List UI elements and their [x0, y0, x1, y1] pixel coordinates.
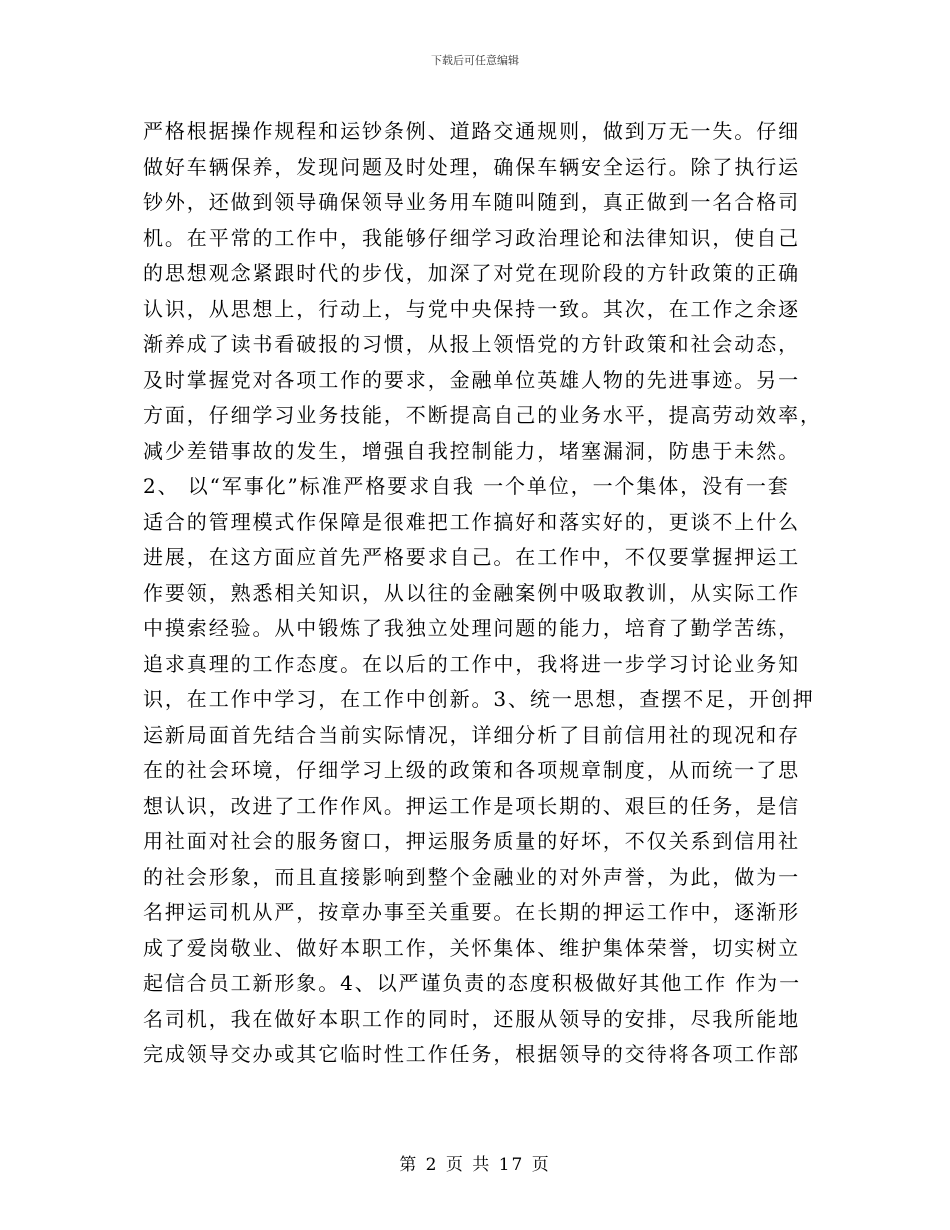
- body-line: 在的社会环境，仔细学习上级的政策和各项规章制度，从而统一了思: [143, 758, 800, 782]
- body-line: 渐养成了读书看破报的习惯，从报上领悟党的方针政策和社会动态，: [143, 332, 800, 356]
- body-line: 完成领导交办或其它临时性工作任务，根据领导的交待将各项工作部: [143, 1042, 800, 1066]
- body-line: 减少差错事故的发生，增强自我控制能力，堵塞漏洞，防患于未然。: [143, 438, 800, 463]
- page-number-footer: 第 2 页 共 17 页: [399, 1155, 551, 1175]
- body-line: 机。在平常的工作中，我能够仔细学习政治理论和法律知识，使自己: [143, 225, 800, 250]
- document-body: [143, 114, 822, 1073]
- body-line: 用社面对社会的服务窗口，押运服务质量的好坏，不仅关系到信用社: [143, 829, 800, 853]
- body-line: 名司机，我在做好本职工作的同时，还服从领导的安排，尽我所能地: [143, 1006, 800, 1031]
- body-line: 2、 以“军事化”标准严格要求自我 一个单位，一个集体，没有一套: [143, 474, 790, 498]
- body-line: 成了爱岗敬业、做好本职工作，关怀集体、维护集体荣誉，切实树立: [143, 935, 800, 960]
- body-line: 识，在工作中学习，在工作中创新。3、统一思想，查摆不足，开创押: [143, 687, 815, 711]
- body-line: 及时掌握党对各项工作的要求，金融单位英雄人物的先进事迹。另一: [143, 367, 800, 392]
- body-line: 钞外，还做到领导确保领导业务用车随叫随到，真正做到一名合格司: [143, 190, 800, 214]
- body-line: 认识，从思想上，行动上，与党中央保持一致。其次，在工作之余逐: [143, 296, 800, 321]
- body-line: 进展，在这方面应首先严格要求自己。在工作中，不仅要掌握押运工: [143, 545, 800, 569]
- body-line: 名押运司机从严，按章办事至关重要。在长期的押运工作中，逐渐形: [143, 900, 800, 924]
- body-line: 运新局面首先结合当前实际情况，详细分析了目前信用社的现况和存: [143, 722, 800, 747]
- body-line: 做好车辆保养，发现问题及时处理，确保车辆安全运行。除了执行运: [143, 154, 800, 179]
- body-line: 方面，仔细学习业务技能，不断提高自己的业务水平，提高劳动效率，: [143, 403, 822, 427]
- body-line: 的社会形象，而且直接影响到整个金融业的对外声誉，为此，做为一: [143, 864, 800, 889]
- page-header-note: 下载后可任意编辑: [431, 54, 519, 67]
- body-line: 严格根据操作规程和运钞条例、道路交通规则，做到万无一失。仔细: [143, 119, 800, 143]
- body-line: 中摸索经验。从中锻炼了我独立处理问题的能力，培育了勤学苦练，: [143, 616, 800, 640]
- body-line: 追求真理的工作态度。在以后的工作中，我将进一步学习讨论业务知: [143, 651, 800, 676]
- body-line: 想认识，改进了工作作风。押运工作是项长期的、艰巨的任务，是信: [143, 793, 800, 818]
- body-line: 起信合员工新形象。4、以严谨负责的态度积极做好其他工作 作为一: [143, 971, 801, 995]
- body-line: 的思想观念紧跟时代的步伐，加深了对党在现阶段的方针政策的正确: [143, 261, 800, 285]
- body-line: 作要领，熟悉相关知识，从以往的金融案例中吸取教训，从实际工作: [143, 580, 800, 605]
- body-line: 适合的管理模式作保障是很难把工作搞好和落实好的，更谈不上什么: [143, 509, 800, 534]
